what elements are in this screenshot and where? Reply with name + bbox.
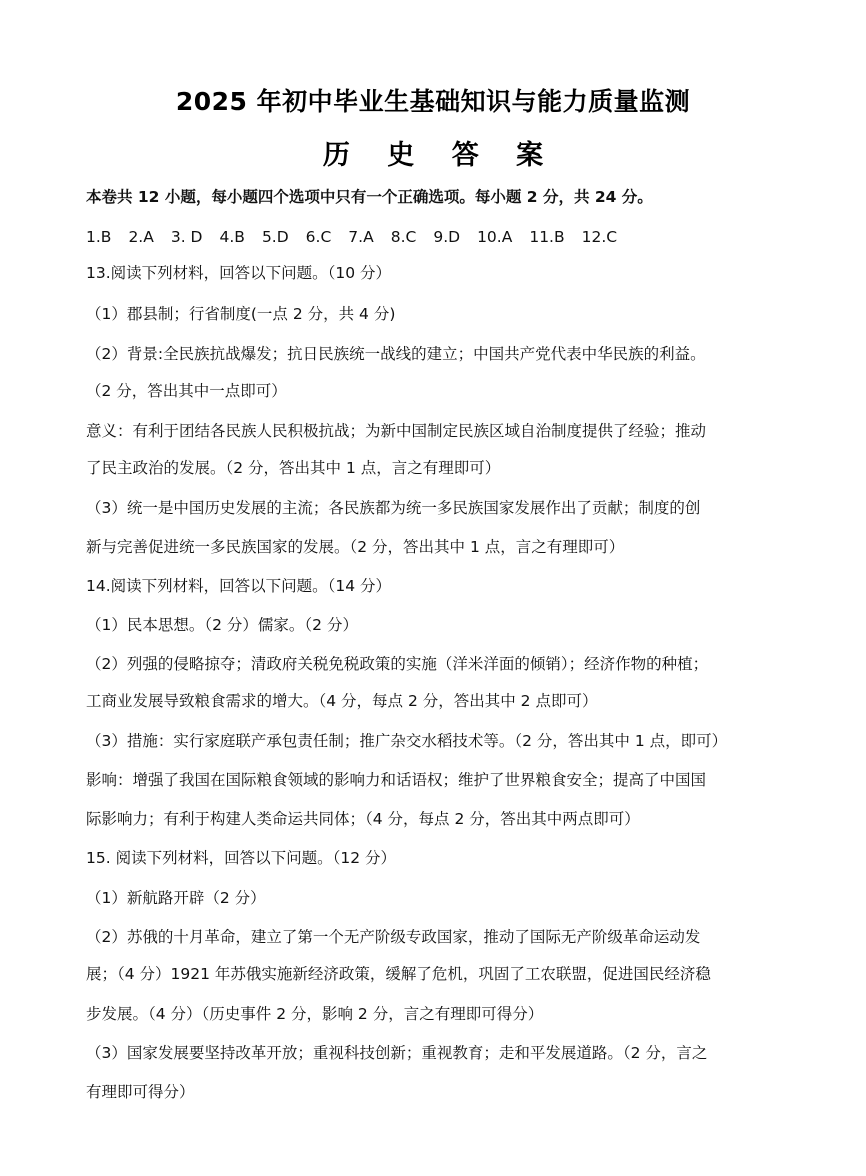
answer-line: （2）背景:全民族抗战爆发；抗日民族统一战线的建立；中国共产党代表中华民族的利益。	[86, 345, 706, 363]
choice-answer: 3. D	[170, 228, 203, 246]
choice-answer: 8.C	[390, 228, 417, 246]
answer-line: 际影响力；有利于构建人类命运共同体；（4 分，每点 2 分，答出其中两点即可）	[86, 810, 640, 828]
answer-line: 展；（4 分）1921 年苏俄实施新经济政策，缓解了危机，巩固了工农联盟，促进国民经济稳	[86, 965, 711, 983]
document-title: 2025 年初中毕业生基础知识与能力质量监测	[175, 87, 691, 116]
question-13-heading: 13.阅读下列材料，回答以下问题。（10 分）	[86, 264, 392, 282]
answer-line: 了民主政治的发展。（2 分，答出其中 1 点，言之有理即可）	[86, 459, 501, 477]
answer-line: 步发展。（4 分）（历史事件 2 分，影响 2 分，言之有理即可得分）	[86, 1005, 544, 1023]
answer-line: （3）统一是中国历史发展的主流；各民族都为统一多民族国家发展作出了贡献；制度的创	[86, 499, 701, 517]
answer-line: （2 分，答出其中一点即可）	[86, 382, 287, 400]
choice-answer: 6.C	[305, 228, 332, 246]
answer-line: （3）措施：实行家庭联产承包责任制；推广杂交水稻技术等。（2 分，答出其中 1 点，即可）	[86, 732, 728, 750]
answer-line: （1）民本思想。（2 分）儒家。（2 分）	[86, 616, 358, 634]
choice-answer: 7.A	[348, 228, 374, 246]
answer-line: 有理即可得分）	[86, 1083, 195, 1101]
choice-answer: 12.C	[581, 228, 618, 246]
section-instruction: 本卷共 12 小题，每小题四个选项中只有一个正确选项。每小题 2 分，共 24 分。	[86, 188, 653, 206]
choice-answer: 9.D	[433, 228, 461, 246]
document-subtitle: 历 史 答 案	[322, 140, 558, 171]
answer-line: （2）苏俄的十月革命，建立了第一个无产阶级专政国家，推动了国际无产阶级革命运动发	[86, 928, 701, 946]
choice-answer: 10.A	[477, 228, 513, 246]
answer-line: （1）新航路开辟（2 分）	[86, 889, 266, 907]
answer-line: （2）列强的侵略掠夺；清政府关税免税政策的实施（洋米洋面的倾销）；经济作物的种植；	[86, 655, 709, 673]
answer-line: 新与完善促进统一多民族国家的发展。（2 分，答出其中 1 点，言之有理即可）	[86, 538, 625, 556]
choice-answer: 2.A	[128, 228, 154, 246]
answer-line: （1）郡县制；行省制度(一点 2 分，共 4 分)	[86, 305, 396, 323]
choice-answer: 11.B	[529, 228, 565, 246]
choice-answer: 5.D	[261, 228, 289, 246]
choice-answer: 4.B	[219, 228, 245, 246]
question-14-heading: 14.阅读下列材料，回答以下问题。（14 分）	[86, 577, 392, 595]
answer-line: （3）国家发展要坚持改革开放；重视科技创新；重视教育；走和平发展道路。（2 分，言之	[86, 1044, 708, 1062]
answer-line: 意义：有利于团结各民族人民积极抗战；为新中国制定民族区域自治制度提供了经验；推动	[86, 422, 707, 440]
answer-line: 影响：增强了我国在国际粮食领域的影响力和话语权；维护了世界粮食安全；提高了中国国	[86, 771, 707, 789]
question-15-heading: 15. 阅读下列材料，回答以下问题。（12 分）	[86, 849, 396, 867]
choice-answer-list	[86, 227, 786, 247]
choice-answer: 1.B	[86, 228, 112, 246]
answer-line: 工商业发展导致粮食需求的增大。（4 分，每点 2 分，答出其中 2 点即可）	[86, 692, 598, 710]
